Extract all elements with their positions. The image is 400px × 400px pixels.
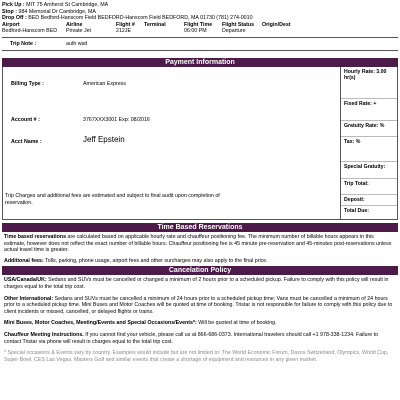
cancel-usa-text: Sedans and SUVs must be cancelled or changed a minimum of 2 hours prior to a scheduled pickup. Failure to comply with this policy will result in charges equal to the total trip cost.	[4, 277, 389, 290]
acct-name-value: Jeff Epstein	[83, 134, 125, 144]
cancel-usa-paragraph	[4, 277, 396, 290]
acct-name-label: Acct Name :	[11, 138, 42, 145]
flight-number: 212JE	[116, 28, 132, 35]
fixed-rate: Fixed Rate: +	[341, 99, 397, 121]
payment-title-bar: Payment Information	[2, 58, 398, 67]
pickup-label: Pick Up :	[2, 2, 25, 8]
billing-value: American Express	[83, 80, 126, 87]
payment-left	[3, 67, 340, 219]
tax-rate: Tax: %	[341, 137, 397, 162]
stop-label: Stop :	[2, 8, 18, 15]
flight-header-airline: Airline	[66, 21, 83, 28]
flight-header-terminal: Terminal	[144, 21, 166, 28]
flight-row	[2, 28, 398, 35]
additional-fees-text: Tolls, parking, phone usage, airport fees and other surcharges may also apply to the final price.	[43, 257, 268, 264]
pickup-value: MIT 75 Amherst St Cambridge, MA	[26, 2, 109, 8]
flight-terminal	[144, 28, 184, 35]
special-gratuity: Special Gratuity:	[341, 162, 397, 179]
chauffeur-paragraph	[4, 332, 396, 345]
cancel-intl-paragraph	[4, 296, 396, 316]
billing-label: Billing Type :	[11, 80, 44, 87]
cancel-buses-text: Will be quoted at time of booking.	[196, 320, 277, 327]
hourly-rate: Hourly Rate: 3.00 hr(s)	[341, 67, 397, 99]
payment-right	[340, 67, 397, 219]
flight-header-airport: Airport	[2, 21, 20, 28]
cancel-buses-paragraph	[4, 320, 396, 327]
flight-header-status: Flight Status	[222, 21, 255, 28]
dropoff-value: BED Bedford-Hanscom Field BEDFORD-Hanscom Field BEDFORD, MA 01730 (781) 274-0010	[28, 15, 253, 22]
account-label: Account # :	[11, 116, 40, 123]
payment-box	[2, 67, 398, 220]
payment-note: Trip Charges and additional fees are estimated and subject to final audit upon completion of reservation.	[5, 192, 220, 206]
flight-header-origin-line	[262, 22, 291, 29]
cancel-intl-bold: Other International:	[4, 295, 54, 302]
trip-total: Trip Total:	[341, 179, 397, 195]
time-based-text: are calculated based on applicable hourly rate and chauffeur positioning fee. The minimum number of billable hours appears in this estimate, however does not reflect the exact number of billable hours. Chauffeur positioning fee is 45 minute pre-reservation and 45-minutes post-reservations unless actual travel time is greater.	[4, 233, 392, 254]
total-due: Total Due:	[344, 207, 369, 214]
deposit: Deposit:	[341, 195, 397, 206]
time-based-title-bar: Time Based Reservations	[2, 223, 398, 232]
cancel-title-bar: Cancelation Policy	[2, 266, 398, 275]
trip-note-value: auth wait	[66, 40, 88, 47]
account-value: 3767XXX3001 Exp: 08/2016	[83, 116, 150, 123]
special-events-footnote: * Special occasions & Events vary by country. Examples would include but are not limited to: The World Economic Forum, Davos Switzerland, Olympics, World Cup, Super Bowl, CES Las Vegas, Masters Golf and similar events that create a shortage of equipment and resources in any given market.	[4, 350, 389, 363]
trip-note-label: Trip Note :	[10, 40, 37, 47]
flight-header-origin: Origin/Dest	[262, 22, 291, 28]
dropoff-label: Drop Off :	[2, 15, 27, 22]
stop-value: 984 Memorial Dr Cambridge, MA	[18, 8, 96, 15]
pickup-line	[2, 2, 398, 9]
cancel-usa-bold: USA/Canada/UK:	[4, 277, 47, 284]
time-based-paragraph	[4, 234, 396, 254]
trip-note-row	[2, 37, 398, 51]
additional-fees-bold: Additional fees:	[4, 257, 44, 264]
cancel-buses-bold: Mini Buses, Motor Coaches, Meeting/Events and Special Occasions/Events*:	[4, 320, 197, 327]
flight-header-time: Flight Time	[184, 21, 213, 28]
chauffeur-bold: Chauffeur Meeting Instructions.	[4, 331, 84, 338]
flight-time: 06:00 PM	[184, 28, 207, 35]
flight-airport: Bedford-Hanscom BED	[2, 28, 58, 35]
dropoff-line	[2, 15, 398, 22]
time-based-bold: Time based reservations	[4, 233, 67, 240]
flight-status: Departure	[222, 28, 246, 35]
stop-line	[2, 9, 398, 16]
additional-fees-paragraph	[4, 258, 396, 265]
chauffeur-text: If you cannot find your vehicle, please call us at 866-686-0373. International travelers should call +1 978-338-1234. Failure to contact Tristar via phone will result in charges equal to the total trip cost.	[4, 331, 379, 345]
gratuity-rate: Gratuity Rate: %	[341, 121, 397, 137]
flight-table	[2, 22, 398, 29]
flight-airline: Private Jet	[66, 28, 92, 35]
flight-header-number: Flight #	[116, 21, 135, 28]
cancel-intl-text: Sedans and SUVs must be cancelled a minimum of 24 hours prior to a scheduled pickup time; Vans must be cancelled a minimum of 24 hours prior to a scheduled pickup time. Mini Buses and Motor Coaches will be quoted at time of booking. Tristar is not responsible for failure to comply with this policy due to client incidents or missed, cancelled, or delayed flights or trains.	[4, 295, 393, 315]
